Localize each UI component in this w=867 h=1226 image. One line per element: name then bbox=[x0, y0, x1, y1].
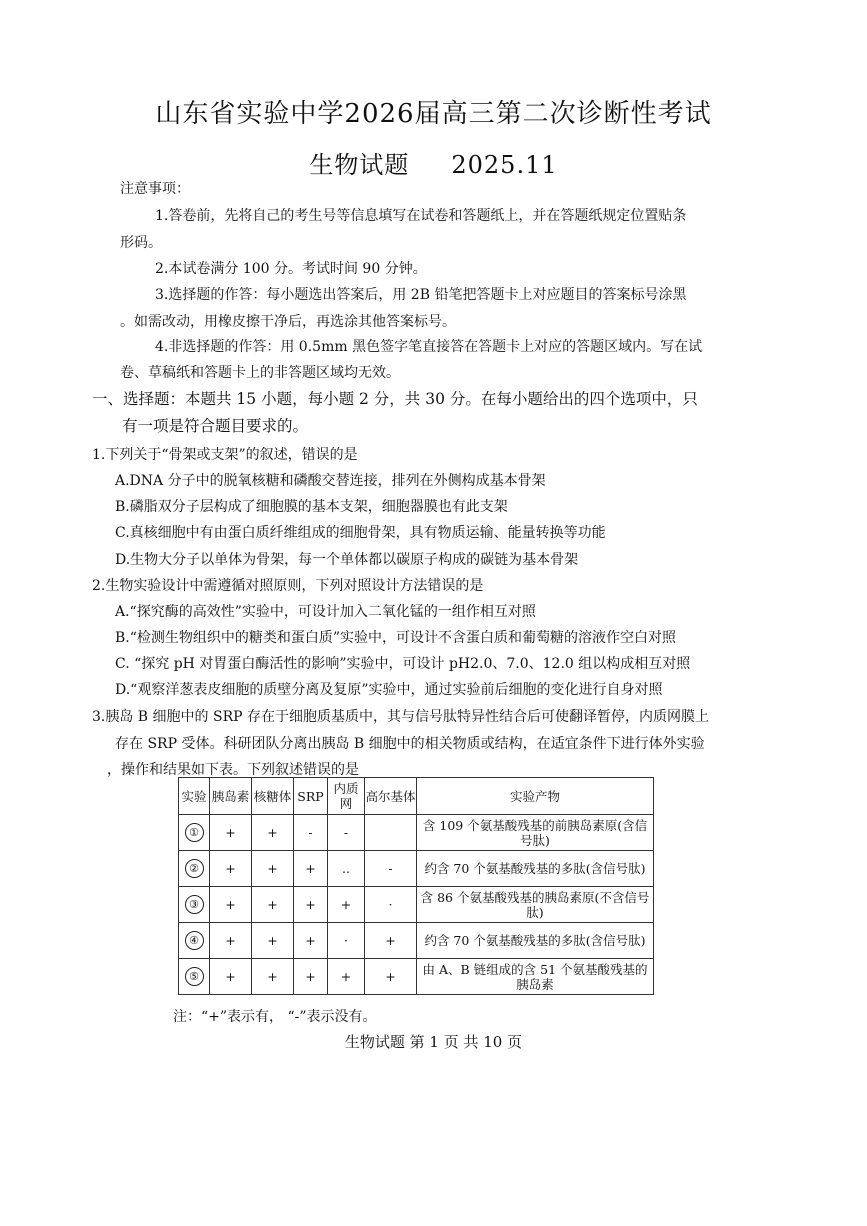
question-3-stem-cont: 存在 SRP 受体。科研团队分离出胰岛 B 细胞中的相关物质或结构，在适宜条件下进行体外实验 bbox=[115, 736, 705, 752]
table-cell: + bbox=[252, 887, 294, 923]
table-cell: - bbox=[294, 815, 328, 851]
notice-heading: 注意事项： bbox=[120, 181, 190, 197]
table-cell: .. bbox=[328, 851, 365, 887]
table-cell: + bbox=[294, 923, 328, 959]
question-2-option-d: D.“观察洋葱表皮细胞的质壁分离及复原”实验中，通过实验前后细胞的变化进行自身对照 bbox=[115, 682, 663, 698]
page-footer: 生物试题 第 1 页 共 10 页 bbox=[344, 1033, 523, 1051]
table-cell-product: 含 109 个氨基酸残基的前胰岛素原(含信号肽) bbox=[417, 815, 654, 851]
question-2-stem: 2.生物实验设计中需遵循对照原则，下列对照设计方法错误的是 bbox=[92, 578, 484, 594]
table-cell-product: 约含 70 个氨基酸残基的多肽(含信号肽) bbox=[417, 923, 654, 959]
table-row bbox=[179, 851, 654, 887]
table-cell-product: 约含 70 个氨基酸残基的多肽(含信号肽) bbox=[417, 851, 654, 887]
table-row bbox=[179, 887, 654, 923]
experiment-number: ① bbox=[185, 823, 204, 842]
notice-line: 4.非选择题的作答：用 0.5mm 黑色签字笔直接答在答题卡上对应的答题区域内。写在试 bbox=[155, 339, 703, 355]
exam-date: 2025.11 bbox=[451, 151, 558, 179]
table-cell bbox=[179, 887, 210, 923]
table-cell: + bbox=[294, 887, 328, 923]
notice-line: 1.答卷前，先将自己的考生号等信息填写在试卷和答题纸上，并在答题纸规定位置贴条 bbox=[155, 208, 687, 224]
table-cell bbox=[179, 851, 210, 887]
subject-label: 生物试题 bbox=[309, 151, 410, 179]
question-2-option-b: B.“检测生物组织中的糖类和蛋白质”实验中，可设计不含蛋白质和葡萄糖的溶液作空白对照 bbox=[115, 630, 677, 646]
table-cell bbox=[179, 815, 210, 851]
table-cell-product: 由 A、B 链组成的含 51 个氨基酸残基的胰岛素 bbox=[417, 959, 654, 995]
notice-line: 形码。 bbox=[120, 235, 162, 251]
table-header: 实验产物 bbox=[417, 778, 654, 815]
table-cell: + bbox=[252, 959, 294, 995]
table-cell-product: 含 86 个氨基酸残基的胰岛素原(不含信号肽) bbox=[417, 887, 654, 923]
table-header: 胰岛素 bbox=[210, 778, 252, 815]
question-3-stem-cont: ，操作和结果如下表。下列叙述错误的是 bbox=[107, 762, 359, 778]
table-cell bbox=[365, 815, 417, 851]
table-cell: · bbox=[365, 887, 417, 923]
table-cell: + bbox=[328, 887, 365, 923]
table-row bbox=[179, 815, 654, 851]
table-note: 注：“+”表示有， “-”表示没有。 bbox=[173, 1009, 377, 1025]
table-header: 内质网 bbox=[328, 778, 365, 815]
table-cell: + bbox=[210, 923, 252, 959]
notice-line: 卷、草稿纸和答题卡上的非答题区域均无效。 bbox=[120, 365, 400, 381]
experiment-number: ④ bbox=[185, 931, 204, 950]
table-header: SRP bbox=[294, 778, 328, 815]
question-1-option-c: C.真核细胞中有由蛋白质纤维组成的细胞骨架，具有物质运输、能量转换等功能 bbox=[115, 525, 606, 541]
question-1-option-a: A.DNA 分子中的脱氧核糖和磷酸交替连接，排列在外侧构成基本骨架 bbox=[115, 473, 546, 489]
section-heading: 一、选择题：本题共 15 小题，每小题 2 分，共 30 分。在每小题给出的四个选项中，只 bbox=[92, 390, 698, 408]
table-cell: - bbox=[328, 815, 365, 851]
table-cell bbox=[179, 959, 210, 995]
table-cell: · bbox=[328, 923, 365, 959]
question-2-option-a: A.“探究酶的高效性”实验中，可设计加入二氧化锰的一组作相互对照 bbox=[115, 604, 536, 620]
page-title: 山东省实验中学2026届高三第二次诊断性考试 bbox=[155, 99, 712, 129]
question-3-stem: 3.胰岛 B 细胞中的 SRP 存在于细胞质基质中，其与信号肽特异性结合后可使翻译暂停，内质网膜上 bbox=[92, 709, 709, 725]
table-cell: + bbox=[294, 851, 328, 887]
experiment-number: ③ bbox=[185, 895, 204, 914]
experiment-number: ⑤ bbox=[185, 967, 204, 986]
table-cell bbox=[179, 923, 210, 959]
table-header-row bbox=[179, 778, 654, 815]
question-1-stem: 1.下列关于“骨架或支架”的叙述，错误的是 bbox=[92, 447, 358, 463]
notice-line: 3.选择题的作答：每小题选出答案后，用 2B 铅笔把答题卡上对应题目的答案标号涂黑 bbox=[155, 287, 687, 303]
table-header: 核糖体 bbox=[252, 778, 294, 815]
table-cell: + bbox=[210, 851, 252, 887]
notice-line: 。如需改动，用橡皮擦干净后，再选涂其他答案标号。 bbox=[120, 314, 456, 330]
question-1-option-b: B.磷脂双分子层构成了细胞膜的基本支架，细胞器膜也有此支架 bbox=[115, 499, 508, 515]
table-cell: + bbox=[252, 815, 294, 851]
table-cell: + bbox=[365, 959, 417, 995]
table-header: 高尔基体 bbox=[365, 778, 417, 815]
question-2-option-c: C. “探究 pH 对胃蛋白酶活性的影响”实验中，可设计 pH2.0、7.0、12.0 组以构成相互对照 bbox=[115, 656, 691, 672]
table-cell: + bbox=[252, 923, 294, 959]
table-cell: + bbox=[294, 959, 328, 995]
table-cell: + bbox=[365, 923, 417, 959]
table-cell: + bbox=[210, 959, 252, 995]
table-cell: + bbox=[328, 959, 365, 995]
table-row bbox=[179, 923, 654, 959]
experiment-number: ② bbox=[185, 859, 204, 878]
table-header: 实验 bbox=[179, 778, 210, 815]
table-row bbox=[179, 959, 654, 995]
table-cell: + bbox=[210, 887, 252, 923]
experiment-table bbox=[178, 777, 654, 995]
question-1-option-d: D.生物大分子以单体为骨架，每一个单体都以碳原子构成的碳链为基本骨架 bbox=[115, 552, 579, 568]
table-cell: + bbox=[210, 815, 252, 851]
table-cell: - bbox=[365, 851, 417, 887]
table-cell: + bbox=[252, 851, 294, 887]
section-heading-cont: 有一项是符合题目要求的。 bbox=[122, 417, 309, 435]
exam-subtitle bbox=[0, 145, 867, 180]
notice-line: 2.本试卷满分 100 分。考试时间 90 分钟。 bbox=[155, 261, 427, 277]
